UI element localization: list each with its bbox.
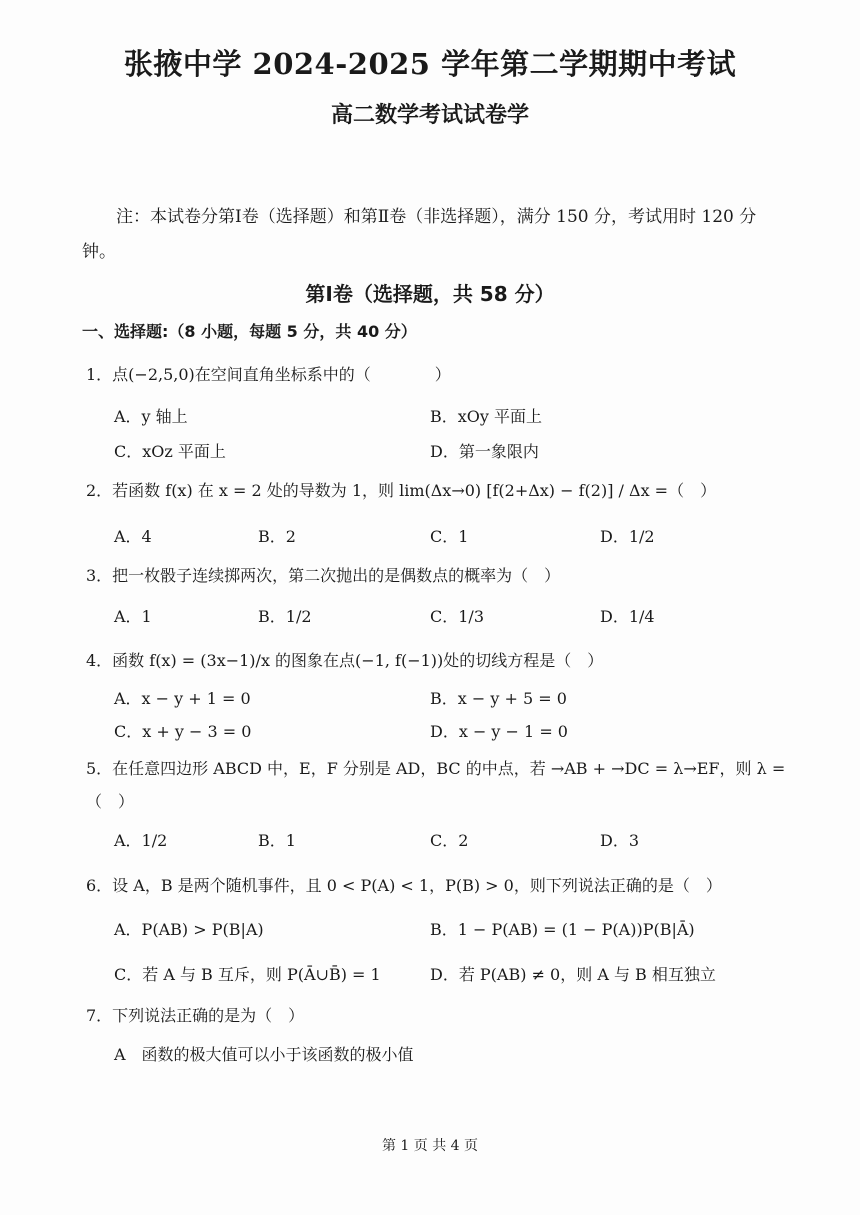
question-4-option-d: D．x − y − 1 = 0 [430,722,568,741]
question-5-option-d: D．3 [600,831,640,850]
question-2-option-b: B．2 [258,527,296,546]
question-6-option-b: B．1 − P(AB) = (1 − P(A))P(B|Ā) [430,920,695,939]
question-5-stem-cont: （ ） [86,792,135,811]
question-6-option-d: D．若 P(AB) ≠ 0，则 A 与 B 相互独立 [430,965,716,984]
question-3-stem: 3．把一枚骰子连续掷两次，第二次抛出的是偶数点的概率为（ ） [86,566,561,585]
question-5-option-b: B．1 [258,831,296,850]
question-2-stem: 2．若函数 f(x) 在 x = 2 处的导数为 1，则 lim(Δx→0) [f(2+Δx) − f(2)] / Δx =（ ） [86,481,717,500]
question-4-option-a: A．x − y + 1 = 0 [114,689,251,708]
question-5-stem: 5．在任意四边形 ABCD 中，E，F 分别是 AD，BC 的中点，若 →AB + →DC = λ→EF，则 λ = [86,759,786,778]
question-5-option-c: C．2 [430,831,469,850]
question-6-option-c: C．若 A 与 B 互斥，则 P(Ā∪B̄) = 1 [114,965,381,984]
question-4-stem: 4．函数 f(x) = (3x−1)/x 的图象在点(−1, f(−1))处的切线方程是（ ） [86,651,604,670]
exam-title: 张掖中学 2024-2025 学年第二学期期中考试 [123,47,737,81]
question-3-option-c: C．1/3 [430,607,484,626]
section-title: 一、选择题:（8 小题，每题 5 分，共 40 分） [82,322,417,341]
page-footer: 第 1 页 共 4 页 [381,1138,479,1154]
question-7-option-a: A 函数的极大值可以小于该函数的极小值 [114,1045,414,1064]
question-7-stem: 7．下列说法正确的是为（ ） [86,1006,305,1025]
question-1-stem: 1．点(−2,5,0)在空间直角坐标系中的（ ） [86,365,451,384]
question-5-option-a: A．1/2 [114,831,168,850]
exam-note: 注：本试卷分第Ⅰ卷（选择题）和第Ⅱ卷（非选择题），满分 150 分，考试用时 120 分钟。 [82,207,757,262]
question-2-option-c: C．1 [430,527,469,546]
question-1-option-c: C．xOz 平面上 [114,442,226,461]
question-4-option-c: C．x + y − 3 = 0 [114,722,252,741]
question-3-option-b: B．1/2 [258,607,312,626]
question-1-option-a: A．y 轴上 [114,407,188,426]
question-2-option-d: D．1/2 [600,527,655,546]
question-3-option-a: A．1 [114,607,152,626]
question-1-option-b: B．xOy 平面上 [430,407,543,426]
part-title: 第Ⅰ卷（选择题，共 58 分） [305,282,555,306]
question-4-option-b: B．x − y + 5 = 0 [430,689,567,708]
exam-subtitle: 高二数学考试试卷学 [330,102,529,128]
question-2-option-a: A．4 [114,527,152,546]
question-6-option-a: A．P(AB) > P(B|A) [114,920,264,939]
question-1-option-d: D．第一象限内 [430,442,539,461]
question-3-option-d: D．1/4 [600,607,655,626]
question-6-stem: 6．设 A，B 是两个随机事件，且 0 < P(A) < 1，P(B) > 0，则下列说法正确的是（ ） [86,876,722,895]
